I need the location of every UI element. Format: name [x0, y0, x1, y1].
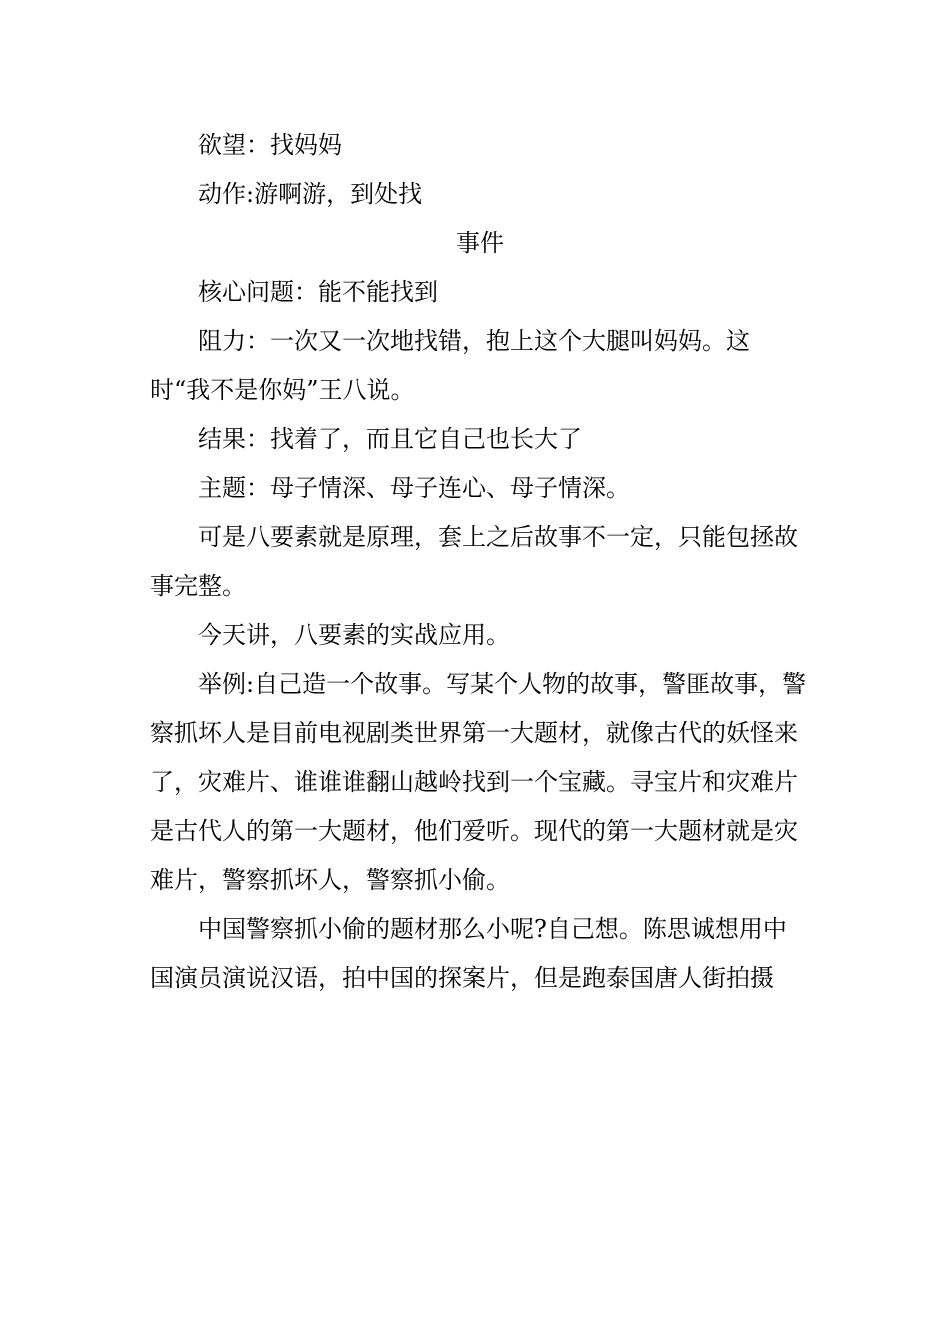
paragraph-example: 举例:自己造一个故事。写某个人物的故事，警匪故事，警察抓坏人是目前电视剧类世界第一大题材，就像古代的妖怪来了，灾难片、谁谁谁翻山越岭找到一个宝藏。寻宝片和灾难片是古代人的第一大题材，他们爱听。现代的第一大题材就是灾难片，警察抓坏人，警察抓小偷。: [150, 670, 807, 894]
paragraph-desire: 欲望：找妈妈: [198, 131, 342, 159]
paragraph-theme: 主题：母子情深、母子连心、母子情深。: [198, 474, 630, 502]
paragraph-obstacle: 阻力：一次又一次地找错，抱上这个大腿叫妈妈。这时“我不是你妈”王八说。: [150, 327, 750, 404]
paragraph-chinese-police: 中国警察抓小偷的题材那么小呢?自己想。陈思诚想用中国演员演说汉语，拍中国的探案片，但是跑泰国唐人街拍摄: [150, 915, 787, 992]
paragraph-core-question: 核心问题：能不能找到: [198, 278, 438, 306]
paragraph-result: 结果：找着了，而且它自己也长大了: [198, 425, 582, 453]
paragraph-action: 动作:游啊游，到处找: [198, 180, 423, 208]
paragraph-principle: 可是八要素就是原理，套上之后故事不一定，只能包拯故事完整。: [150, 523, 798, 600]
paragraph-today: 今天讲，八要素的实战应用。: [198, 621, 510, 649]
document-body: [150, 121, 810, 1003]
section-heading-event: 事件: [456, 229, 504, 257]
